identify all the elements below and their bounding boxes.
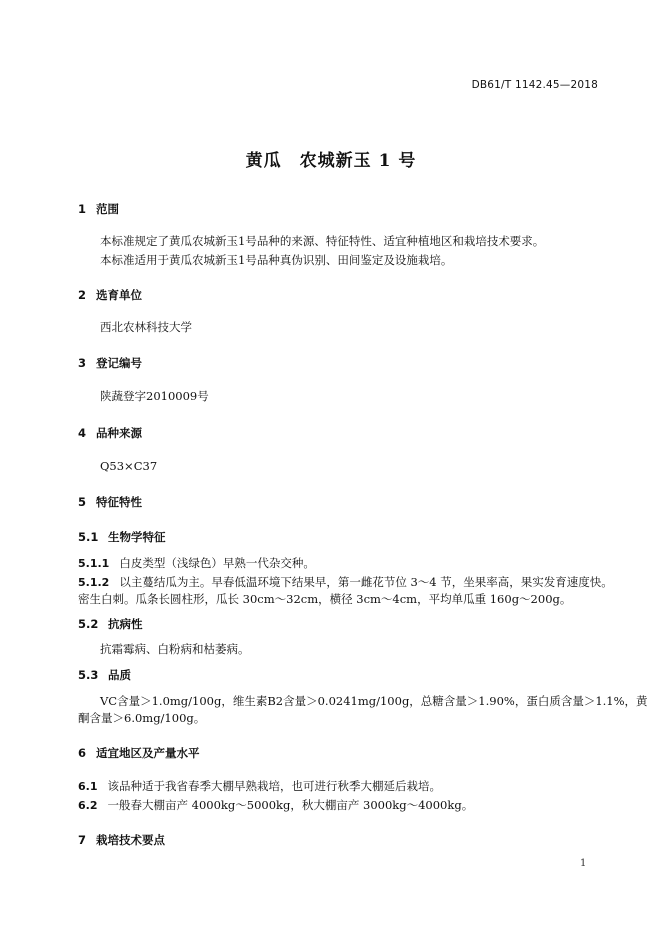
section-1-heading bbox=[78, 201, 119, 217]
paragraph: Q53×C37 bbox=[100, 459, 158, 473]
section-7-heading bbox=[78, 832, 165, 848]
clause-6-2 bbox=[78, 795, 473, 816]
section-number: 6 bbox=[78, 746, 87, 760]
paragraph: 本标准适用于黄瓜农城新玉1号品种真伪识别、田间鉴定及设施栽培。 bbox=[100, 253, 453, 267]
paragraph: VC含量＞1.0mg/100g，维生素B2含量＞0.0241mg/100g，总糖含量＞1.90%，蛋白质含量＞1.1%，黄 bbox=[100, 694, 648, 708]
clause-text: 该品种适于我省春季大棚早熟栽培，也可进行秋季大棚延后栽培。 bbox=[107, 779, 441, 793]
section-number: 4 bbox=[78, 426, 87, 440]
paragraph: 西北农林科技大学 bbox=[100, 320, 192, 334]
clause-number: 6.1 bbox=[78, 780, 98, 793]
section-number: 3 bbox=[78, 356, 87, 370]
page-number: 1 bbox=[580, 858, 587, 869]
paragraph-continued: 酮含量＞6.0mg/100g。 bbox=[78, 711, 206, 725]
section-4-heading bbox=[78, 425, 142, 441]
subsection-title: 生物学特征 bbox=[108, 530, 166, 544]
section-number: 2 bbox=[78, 288, 87, 302]
clause-5-1-2-continued: 密生白刺。瓜条长圆柱形，瓜长 30cm～32cm，横径 3cm～4cm，平均单瓜重 160g～200g。 bbox=[78, 592, 572, 606]
section-number: 5 bbox=[78, 495, 87, 509]
paragraph: 本标准规定了黄瓜农城新玉1号品种的来源、特征特性、适宜种植地区和栽培技术要求。 bbox=[100, 234, 545, 248]
page-title: 黄瓜 农城新玉 1 号 bbox=[245, 151, 417, 171]
section-5-heading bbox=[78, 494, 142, 510]
clause-6-1 bbox=[78, 776, 441, 797]
clause-text: 一般春大棚亩产 4000kg～5000kg，秋大棚亩产 3000kg～4000kg。 bbox=[107, 798, 474, 812]
section-title: 适宜地区及产量水平 bbox=[96, 746, 200, 760]
subsection-number: 5.1 bbox=[78, 530, 99, 544]
clause-5-1-1 bbox=[78, 553, 315, 574]
subsection-title: 抗病性 bbox=[108, 617, 143, 631]
section-number: 7 bbox=[78, 833, 87, 847]
clause-text: 白皮类型（浅绿色）早熟一代杂交种。 bbox=[119, 556, 315, 570]
subsection-5-1-heading bbox=[78, 529, 166, 545]
section-3-heading bbox=[78, 355, 142, 371]
clause-number: 6.2 bbox=[78, 799, 98, 812]
section-title: 范围 bbox=[96, 202, 119, 216]
section-title: 选育单位 bbox=[96, 288, 142, 302]
section-6-heading bbox=[78, 745, 200, 761]
section-title: 品种来源 bbox=[96, 426, 142, 440]
subsection-5-2-heading bbox=[78, 616, 143, 632]
section-title: 栽培技术要点 bbox=[96, 833, 165, 847]
section-2-heading bbox=[78, 287, 142, 303]
clause-number: 5.1.2 bbox=[78, 576, 110, 589]
paragraph: 抗霜霉病、白粉病和枯萎病。 bbox=[100, 642, 250, 656]
clause-text: 以主蔓结瓜为主。早春低温环境下结果早，第一雌花节位 3～4 节，坐果率高，果实发育速度快。 bbox=[119, 575, 613, 589]
subsection-number: 5.2 bbox=[78, 617, 99, 631]
subsection-number: 5.3 bbox=[78, 668, 99, 682]
subsection-title: 品质 bbox=[108, 668, 131, 682]
section-title: 特征特性 bbox=[96, 495, 142, 509]
section-number: 1 bbox=[78, 202, 87, 216]
paragraph: 陕蔬登字2010009号 bbox=[100, 389, 209, 403]
clause-number: 5.1.1 bbox=[78, 557, 110, 570]
section-title: 登记编号 bbox=[96, 356, 142, 370]
subsection-5-3-heading bbox=[78, 667, 131, 683]
document-code: DB61/T 1142.45—2018 bbox=[471, 79, 598, 91]
